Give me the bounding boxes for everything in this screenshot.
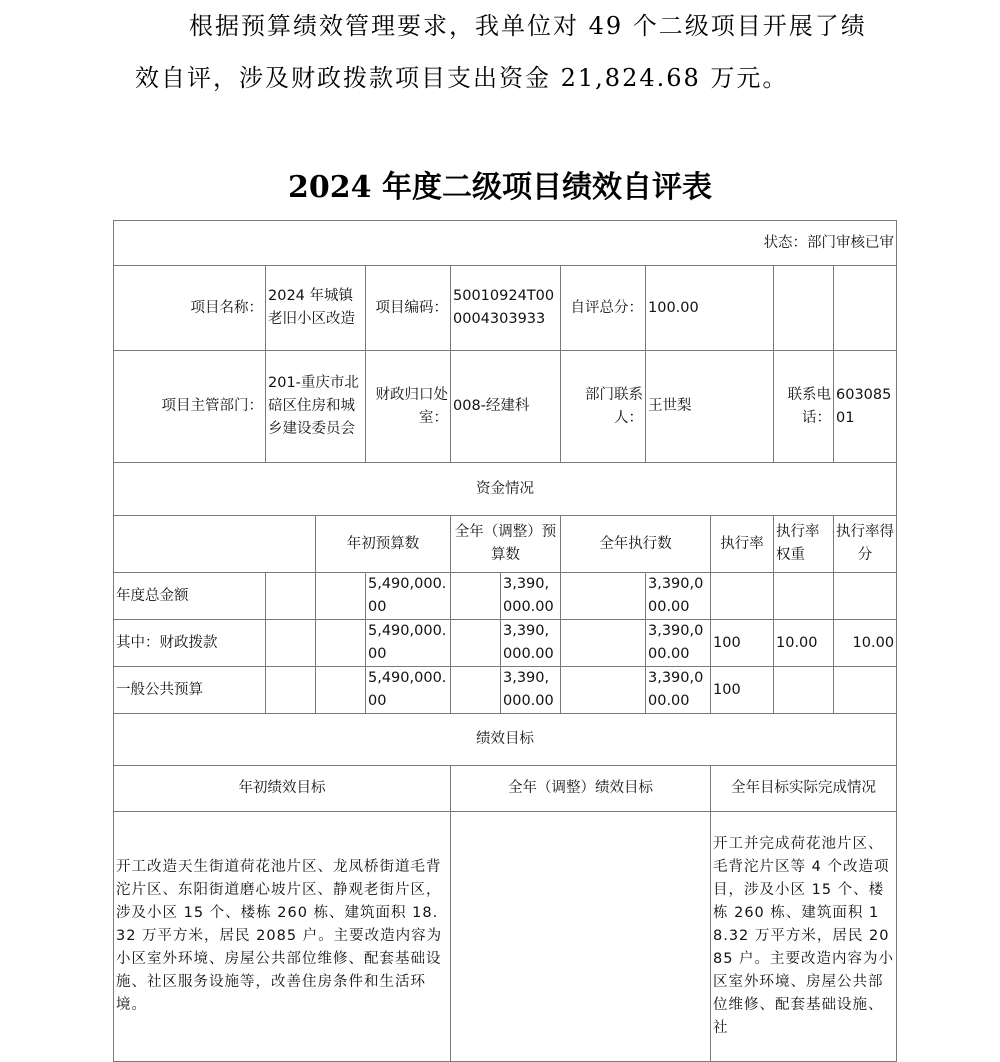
header-rate-weight: 执行率权重 [774,516,834,573]
empty-cell [834,266,897,351]
initial-budget-value: 5,490,000.00 [366,573,451,620]
table-row [114,620,897,667]
adjusted-budget-value: 3,390,000.00 [501,573,561,620]
dept-value: 201-重庆市北碚区住房和城乡建设委员会 [266,351,366,463]
page-title: 2024 年度二级项目绩效自评表 [288,170,712,205]
office-value: 008-经建科 [451,351,561,463]
project-code-label: 项目编码： [366,266,451,351]
executed-value: 3,390,000.00 [646,667,711,714]
empty-cell [266,573,316,620]
empty-cell [316,667,366,714]
empty-cell [451,620,501,667]
adjusted-budget-value: 3,390,000.00 [501,667,561,714]
executed-value: 3,390,000.00 [646,573,711,620]
intro-line-2: 效自评，涉及财政拨款项目支出资金 21,824.68 万元。 [135,64,789,92]
header-exec-rate: 执行率 [711,516,774,573]
empty-cell [266,620,316,667]
exec-rate-value [711,573,774,620]
empty-cell [316,620,366,667]
header-rate-score: 执行率得分 [834,516,897,573]
project-name-value: 2024 年城镇老旧小区改造 [266,266,366,351]
rate-weight-value [774,667,834,714]
contact-value: 王世梨 [646,351,774,463]
rate-weight-value [774,573,834,620]
header-initial-goals: 年初绩效目标 [114,766,451,812]
row-label: 其中：财政拨款 [114,620,266,667]
dept-label: 项目主管部门： [114,351,266,463]
score-value: 100.00 [646,266,774,351]
initial-goals-text: 开工改造天生街道荷花池片区、龙凤桥街道毛背沱片区、东阳街道磨心坡片区、静观老街片区，涉及小区 15 个、楼栋 260 栋、建筑面积 18.32 万平方米，居民 2085 户。主要改造内容为小区室外环境、房屋公共部位维修、配套基础设施、社区服务设施等，改善住房条件和生活环境。 [114,812,451,1062]
executed-value: 3,390,000.00 [646,620,711,667]
phone-value: 60308501 [834,351,897,463]
header-executed: 全年执行数 [561,516,711,573]
funds-section-title: 资金情况 [114,463,897,516]
empty-cell [774,266,834,351]
header-initial-budget: 年初预算数 [316,516,451,573]
office-label: 财政归口处室： [366,351,451,463]
initial-budget-value: 5,490,000.00 [366,667,451,714]
adjusted-budget-value: 3,390,000.00 [501,620,561,667]
adjusted-goals-text [451,812,711,1062]
table-row [114,667,897,714]
empty-cell [451,667,501,714]
exec-rate-value: 100 [711,667,774,714]
contact-label: 部门联系人： [561,351,646,463]
rate-score-value [834,667,897,714]
initial-budget-value: 5,490,000.00 [366,620,451,667]
intro-line-1: 根据预算绩效管理要求，我单位对 49 个二级项目开展了绩 [189,12,867,40]
self-evaluation-table [113,220,897,1062]
goals-section-title: 绩效目标 [114,714,897,766]
empty-cell [561,667,646,714]
empty-cell [451,573,501,620]
project-name-label: 项目名称： [114,266,266,351]
row-label: 一般公共预算 [114,667,266,714]
project-code-value: 50010924T000004303933 [451,266,561,351]
exec-rate-value: 100 [711,620,774,667]
rate-score-value: 10.00 [834,620,897,667]
row-label: 年度总金额 [114,573,266,620]
status-text: 状态：部门审核已审 [114,221,897,266]
rate-score-value [834,573,897,620]
header-adjusted-budget: 全年（调整）预算数 [451,516,561,573]
score-label: 自评总分： [561,266,646,351]
empty-cell [316,573,366,620]
empty-cell [561,620,646,667]
empty-cell [561,573,646,620]
header-adjusted-goals: 全年（调整）绩效目标 [451,766,711,812]
rate-weight-value: 10.00 [774,620,834,667]
table-row [114,573,897,620]
phone-label: 联系电话： [774,351,834,463]
empty-cell [266,667,316,714]
actual-completion-text: 开工并完成荷花池片区、毛背沱片区等 4 个改造项目，涉及小区 15 个、楼栋 260 栋、建筑面积 18.32 万平方米，居民 2085 户。主要改造内容为小区室外环境、房屋公共部位维修、配套基础设施、社 [711,812,897,1062]
empty-header-cell [114,516,316,573]
header-actual-completion: 全年目标实际完成情况 [711,766,897,812]
